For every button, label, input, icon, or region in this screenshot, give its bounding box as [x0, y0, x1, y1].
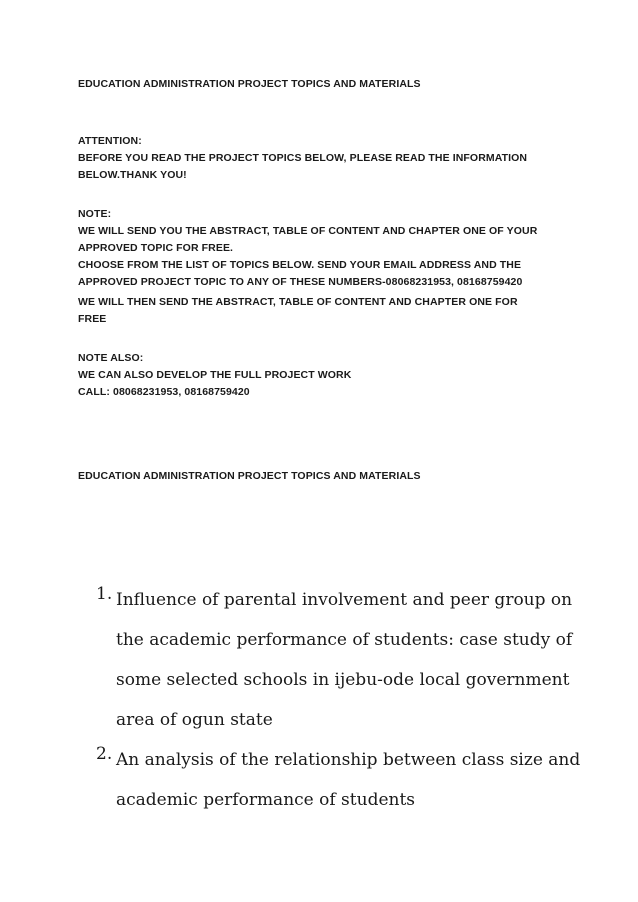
list-item-line: An analysis of the relationship between class size and	[116, 750, 581, 770]
list-item-line: area of ogun state	[116, 710, 273, 730]
attention-line-1	[78, 150, 562, 167]
list-item-number: 1.	[96, 584, 113, 604]
list-item-line: the academic performance of students: case study of	[116, 630, 573, 650]
note-also-contact: CALL: 08068231953, 08168759420	[78, 386, 250, 398]
list-item-line: academic performance of students	[116, 790, 416, 810]
note-line-6: FREE	[78, 313, 107, 325]
note-line-1: WE WILL SEND YOU THE ABSTRACT, TABLE OF CONTENT AND CHAPTER ONE OF YOUR	[78, 225, 538, 237]
list-item	[78, 584, 573, 744]
topic-list	[78, 584, 581, 824]
attention-line-2: BELOW.THANK YOU!	[78, 169, 187, 181]
note-also-line-1: WE CAN ALSO DEVELOP THE FULL PROJECT WORK	[78, 369, 352, 381]
note-line-5: WE WILL THEN SEND THE ABSTRACT, TABLE OF CONTENT AND CHAPTER ONE FOR	[78, 296, 518, 308]
note-line-2: APPROVED TOPIC FOR FREE.	[78, 242, 234, 254]
section-title: EDUCATION ADMINISTRATION PROJECT TOPICS AND MATERIALS	[78, 470, 421, 482]
attention-heading: ATTENTION:	[78, 135, 142, 147]
note-line-4: APPROVED PROJECT TOPIC TO ANY OF THESE NUMBERS-08068231953, 08168759420	[78, 276, 523, 288]
attention-line-1-text: BEFORE YOU READ THE PROJECT TOPICS BELOW, PLEASE READ THE INFORMATION	[78, 152, 528, 164]
list-item-line: Influence of parental involvement and peer group on	[116, 590, 573, 610]
list-item	[78, 744, 581, 824]
list-item-line: some selected schools in ijebu-ode local government	[116, 670, 570, 690]
note-heading: NOTE:	[78, 208, 112, 220]
page-header-title: EDUCATION ADMINISTRATION PROJECT TOPICS AND MATERIALS	[78, 78, 421, 90]
note-line-3: CHOOSE FROM THE LIST OF TOPICS BELOW. SEND YOUR EMAIL ADDRESS AND THE	[78, 259, 522, 271]
note-also-heading: NOTE ALSO:	[78, 352, 144, 364]
list-item-number: 2.	[96, 744, 113, 764]
